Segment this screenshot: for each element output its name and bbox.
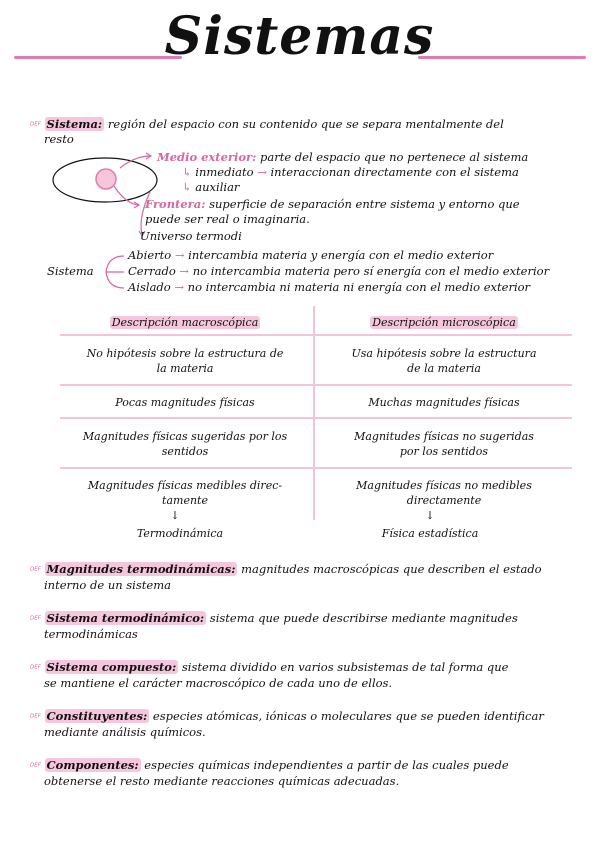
universo: Universo termodi	[140, 229, 242, 243]
definition-item: DEF Componentes: especies químicas independientes a partir de las cuales puede	[30, 758, 509, 772]
definition-item: DEF Magnitudes termodinámicas: magnitudes macroscópicas que describen el estado	[30, 562, 542, 576]
definition-item: DEF Sistema termodinámico: sistema que puede describirse mediante magnitudes	[30, 611, 518, 625]
table-cell: Magnitudes físicas no sugeridas por los sentidos	[354, 430, 534, 458]
arrow-down-icon: ↓	[170, 509, 180, 522]
sistema-aislado: Aislado → no intercambia ni materia ni energía con el medio exterior	[128, 280, 531, 294]
def-tag: DEF	[30, 121, 41, 128]
arrow-down-icon: ↓	[425, 509, 435, 522]
frontera-cont: puede ser real o imaginaria.	[145, 212, 310, 226]
table-header-micro: Descripción microscópica	[372, 316, 516, 329]
def-sistema-cont: resto	[44, 132, 74, 146]
frontera: Frontera: superficie de separación entre sistema y entorno que	[145, 197, 520, 211]
table-cell: Magnitudes físicas medibles direc- tamente	[87, 479, 283, 507]
table-rule	[60, 417, 572, 419]
table-cell: Pocas magnitudes físicas	[115, 396, 255, 409]
table-header-macro: Descripción macroscópica	[111, 316, 259, 329]
medio-exterior: Medio exterior: parte del espacio que no pertenece al sistema	[157, 150, 529, 164]
result-termodinamica: Termodinámica	[136, 527, 224, 540]
medio-inmediato: ↳ inmediato → interaccionan directamente con el sistema	[182, 165, 519, 179]
def-term: Sistema:	[46, 117, 103, 131]
table-cell: Magnitudes físicas no medibles directamente	[356, 479, 532, 507]
sistema-brace	[100, 250, 128, 294]
sistema-abierto: Abierto → intercambia materia y energía con el medio exterior	[128, 248, 494, 262]
definition-cont: se mantiene el carácter macroscópico de cada uno de ellos.	[44, 676, 393, 690]
table-rule	[60, 384, 572, 386]
table-cell: Magnitudes físicas sugeridas por los sentidos	[82, 430, 288, 458]
system-circle	[96, 169, 116, 189]
table-divider-vertical	[313, 306, 315, 520]
definition-item: DEF Sistema compuesto: sistema dividido en varios subsistemas de tal forma que	[30, 660, 509, 674]
definition-cont: mediante análisis químicos.	[44, 725, 206, 739]
definition-cont: interno de un sistema	[44, 578, 171, 592]
definition-item: DEF Constituyentes: especies atómicas, iónicas o moleculares que se pueden identificar	[30, 709, 544, 723]
page-title: Sistemas	[164, 6, 435, 67]
table-rule	[60, 467, 572, 469]
medio-auxiliar: ↳ auxiliar	[182, 180, 240, 194]
def-text: región del espacio con su contenido que se separa mentalmente del	[107, 117, 504, 131]
table-cell: Usa hipótesis sobre la estructura de la materia	[351, 347, 537, 375]
definition-cont: termodinámicas	[44, 627, 138, 641]
def-sistema	[30, 117, 570, 133]
sistema-types-label: Sistema	[47, 264, 94, 278]
table-cell: Muchas magnitudes físicas	[368, 396, 520, 409]
table-cell: No hipótesis sobre la estructura de la materia	[86, 347, 284, 375]
table-rule	[60, 334, 572, 336]
definition-cont: obtenerse el resto mediante reacciones químicas adecuadas.	[44, 774, 400, 788]
result-fisica-estadistica: Física estadística	[381, 527, 479, 540]
sistema-cerrado: Cerrado → no intercambia materia pero sí energía con el medio exterior	[128, 264, 550, 278]
